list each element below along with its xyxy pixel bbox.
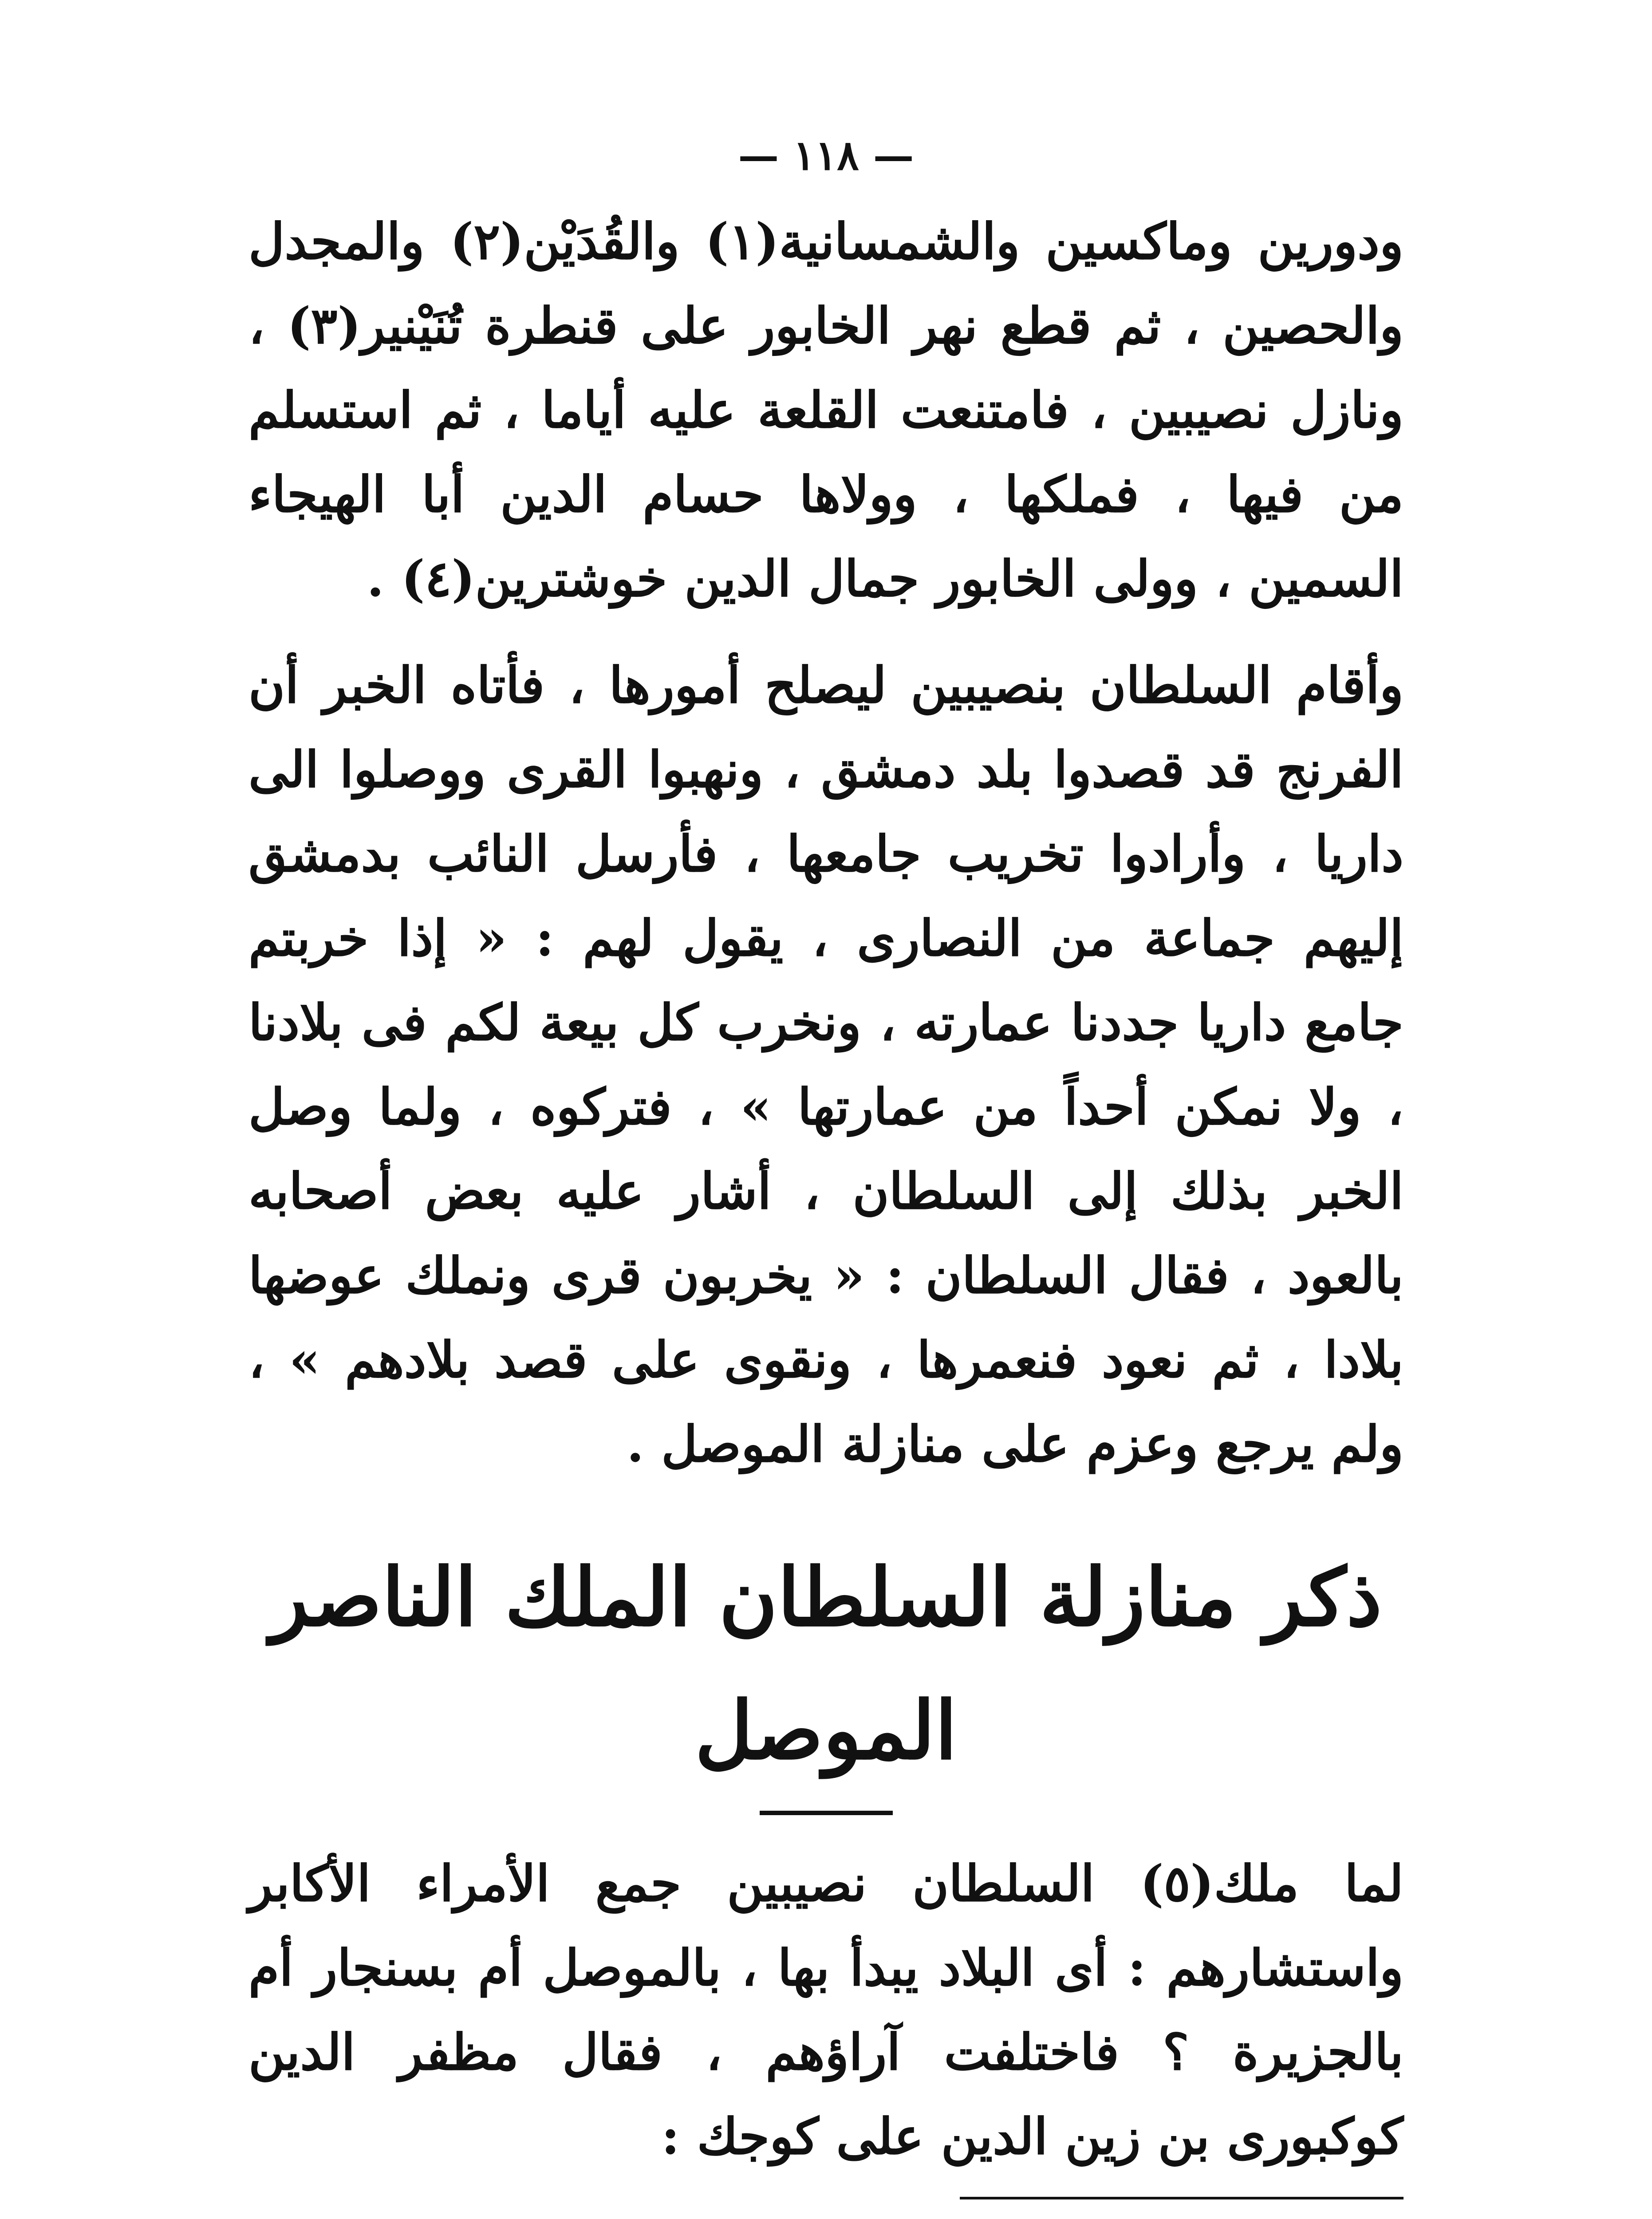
body-paragraph: ودورين وماكسين والشمسانية(١) والقُدَيْن(٢) والمجدل والحصين ، ثم قطع نهر الخابور على قنطرة تُنَيْنير(٣) ، ونازل نصيبين ، فامتنعت القلعة عليه أياما ، ثم استسلم من فيها ، فملكها ، وولاها حسام الدين أبا الهيجاء السمين ، وولى الخابور جمال الدين خوشترين(٤) . [248,213,1404,608]
footnotes [248,2217,1404,2219]
heading-divider [760,1811,893,1815]
section-heading: ذكر منازلة السلطان الملك الناصر الموصل [270,1551,1382,1777]
footnote [248,2217,1404,2219]
page-number: — ١١٨ — [738,131,914,179]
body-paragraph: لما ملك(٥) السلطان نصيبين جمع الأمراء الأكابر واستشارهم : أى البلاد يبدأ بها ، بالموصل أم بسنجار أم بالجزيرة ؟ فاختلفت آراؤهم ، فقال مظفر الدين كوكبورى بن زين الدين على كوجك : [248,1855,1404,2166]
body-paragraph: وأقام السلطان بنصيبين ليصلح أمورها ، فأتاه الخبر أن الفرنج قد قصدوا بلد دمشق ، ونهبوا القرى ووصلوا الى داريا ، وأرادوا تخريب جامعها ، فأرسل النائب بدمشق إليهم جماعة من النصارى ، يقول لهم : « إذا خربتم جامع داريا جددنا عمارته ، ونخرب كل بيعة لكم فى بلادنا ، ولا نمكن أحداً من عمارتها » ، فتركوه ، ولما وصل الخبر بذلك إلى السلطان ، أشار عليه بعض أصحابه بالعود ، فقال السلطان : « يخربون قرى ونملك عوضها بلادا ، ثم نعود فنعمرها ، ونقوى على قصد بلادهم » ، ولم يرجع وعزم على منازلة الموصل . [248,656,1404,1473]
footnote-divider [960,2197,1404,2199]
